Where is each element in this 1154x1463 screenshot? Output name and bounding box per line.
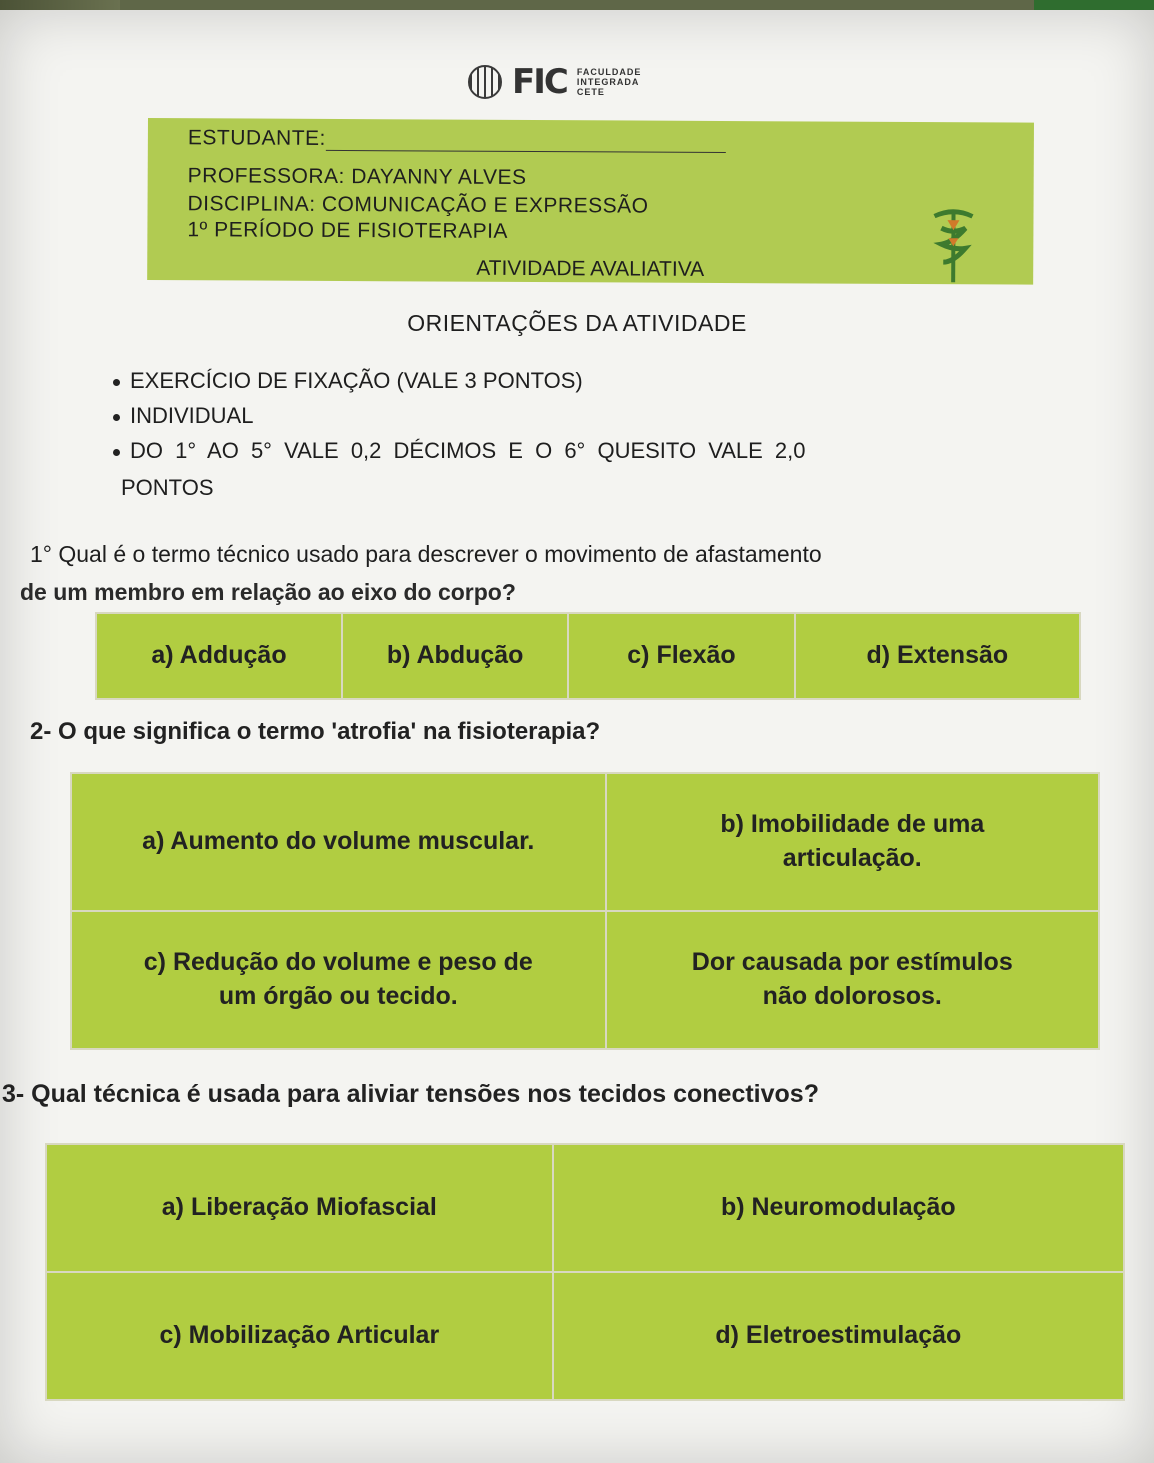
q2-text: 2- O que significa o termo 'atrofia' na fisioterapia? [30, 718, 601, 745]
logo-text [577, 67, 642, 97]
q2-option-b-line-1: b) Imobilidade de uma [720, 810, 985, 839]
q1-option-d[interactable]: d) Extensão [795, 613, 1080, 699]
bullet-dot [113, 379, 120, 386]
professor-line: PROFESSORA: DAYANNY ALVES [187, 164, 527, 189]
q1-option-b[interactable]: b) Abdução [342, 613, 568, 699]
q2-option-b[interactable] [606, 773, 1099, 911]
q2-option-c-line-1: c) Redução do volume e peso de [143, 948, 533, 977]
bullet-dot [113, 449, 120, 456]
q3-options-table [45, 1143, 1125, 1401]
student-line [188, 126, 726, 153]
bullet-scoring-text: DO 1° AO 5° VALE 0,2 DÉCIMOS E O 6° QUESITO VALE 2,0 [130, 438, 806, 463]
activity-title: ATIVIDADE AVALIATIVA [476, 256, 705, 281]
bullet-exercise-text: EXERCÍCIO DE FIXAÇÃO (VALE 3 PONTOS) [130, 368, 583, 393]
q3-option-b[interactable]: b) Neuromodulação [553, 1144, 1124, 1272]
q2-option-d-line-1: Dor causada por estímulos [691, 948, 1013, 977]
period-line: 1º PERÍODO DE FISIOTERAPIA [187, 218, 509, 243]
q1-line-1: 1° Qual é o termo técnico usado para descrever o movimento de afastamento [30, 541, 822, 567]
worksheet-paper [0, 10, 1154, 1463]
q1-option-a[interactable]: a) Addução [96, 613, 342, 699]
student-name-field[interactable] [326, 132, 726, 153]
q3-option-c[interactable]: c) Mobilização Articular [46, 1272, 553, 1400]
header-box [147, 118, 1034, 285]
globe-icon [468, 65, 502, 99]
caduceus-icon [923, 204, 983, 284]
q2-option-c-line-2: um órgão ou tecido. [218, 982, 458, 1010]
bullet-scoring [113, 438, 806, 464]
logo-line-2: INTEGRADA [576, 77, 640, 87]
student-label: ESTUDANTE: [187, 126, 326, 150]
q2-option-d[interactable] [606, 911, 1099, 1049]
logo-line-1: FACULDADE [576, 67, 642, 77]
bullet-scoring-cont: PONTOS [121, 475, 214, 500]
bullet-dot [113, 414, 120, 421]
bullet-exercise [113, 368, 583, 394]
q2-options-table [70, 772, 1100, 1050]
q3-text: 3- Qual técnica é usada para aliviar tensões nos tecidos conectivos? [2, 1080, 819, 1108]
q2-option-c[interactable] [71, 911, 606, 1049]
bullet-individual-text: INDIVIDUAL [130, 403, 254, 428]
q3-option-d[interactable]: d) Eletroestimulação [553, 1272, 1124, 1400]
bullet-individual [113, 403, 253, 429]
q3-option-a[interactable]: a) Liberação Miofascial [46, 1144, 553, 1272]
q2-option-d-line-2: não dolorosos. [762, 982, 942, 1010]
discipline-line: DISCIPLINA: COMUNICAÇÃO E EXPRESSÃO [187, 192, 649, 218]
logo-mark: FIC [512, 62, 567, 102]
q1-line-2: de um membro em relação ao eixo do corpo? [20, 579, 516, 605]
institution-logo [468, 62, 641, 102]
q1-option-c[interactable]: c) Flexão [568, 613, 794, 699]
logo-line-3: CETE [576, 87, 605, 97]
q2-option-a[interactable]: a) Aumento do volume muscular. [71, 773, 606, 911]
q1-options-table [95, 612, 1081, 700]
orientations-title: ORIENTAÇÕES DA ATIVIDADE [407, 310, 747, 336]
q2-option-b-line-2: articulação. [782, 844, 922, 872]
